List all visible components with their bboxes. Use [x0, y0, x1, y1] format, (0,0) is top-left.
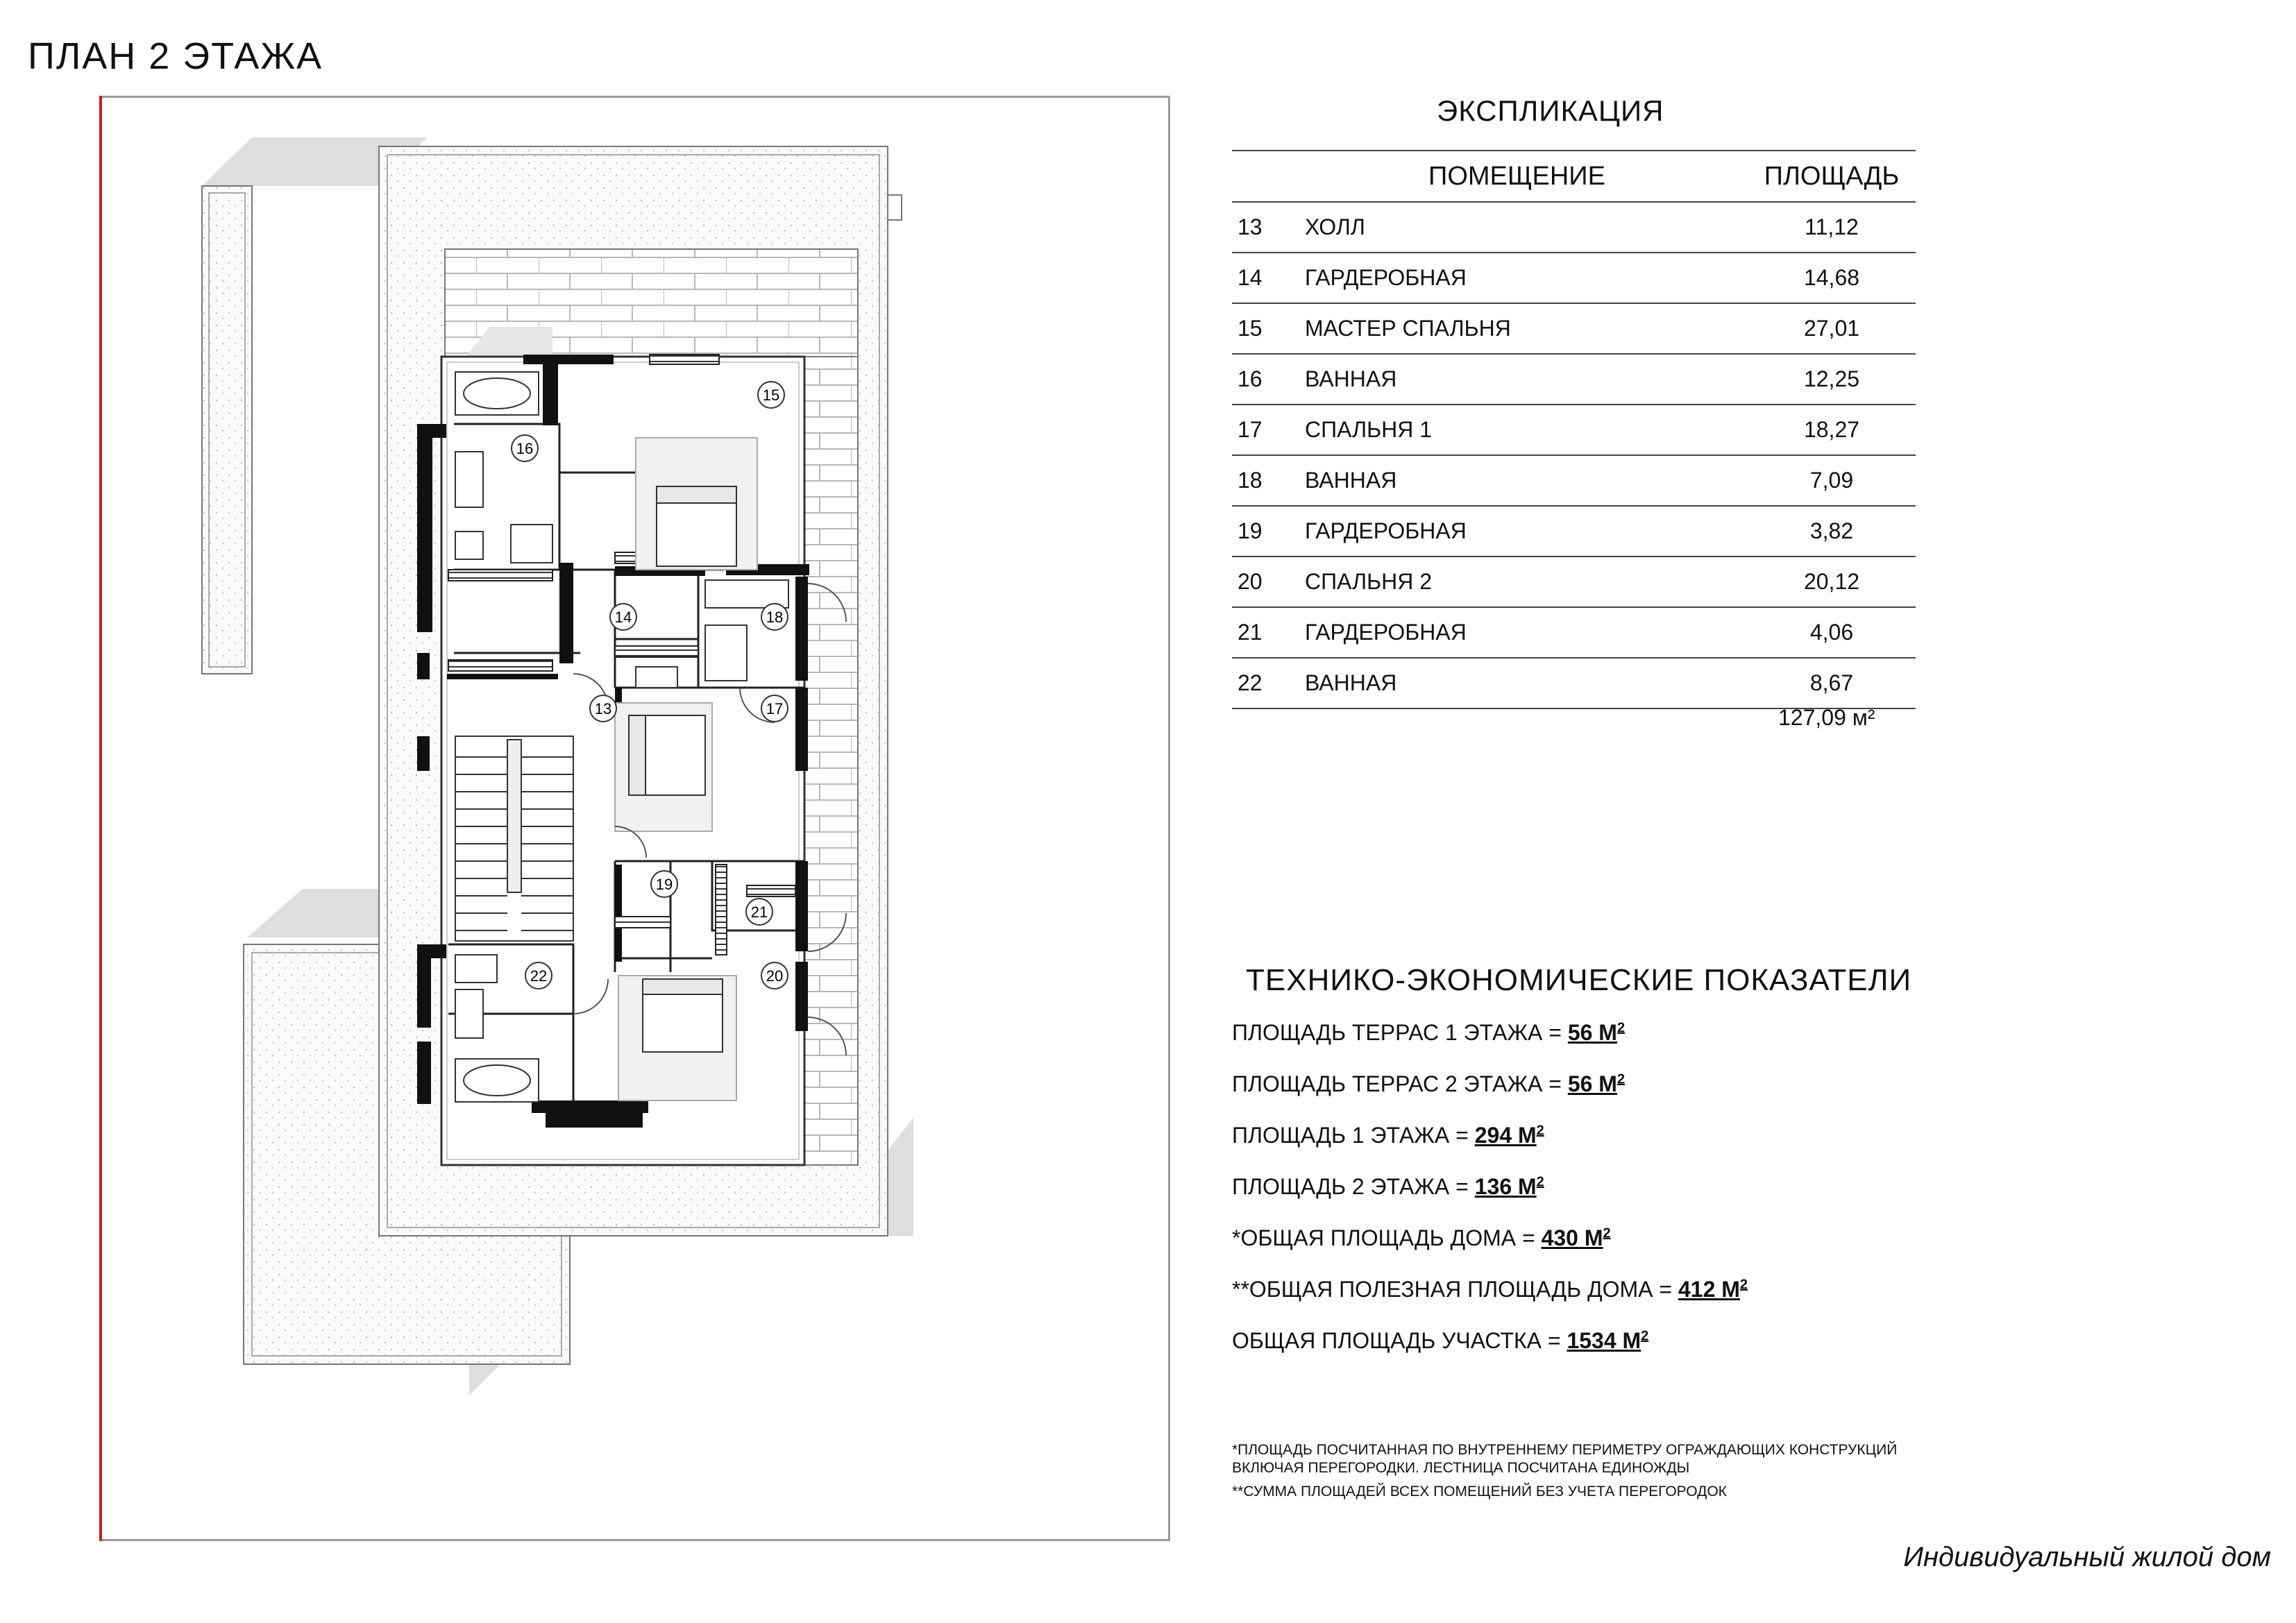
indicator-value: 56 М [1567, 1020, 1617, 1045]
indicator-value: 412 М [1678, 1277, 1740, 1302]
indicator-label: ПЛОЩАДЬ ТЕРРАС 1 ЭТАЖА = [1232, 1020, 1568, 1045]
footnotes [1232, 1441, 1897, 1501]
indicator-item [1232, 1225, 1748, 1277]
sheet-title: ПЛАН 2 ЭТАЖА [28, 35, 323, 77]
indicators-list [1232, 1020, 1748, 1379]
table-row [1232, 303, 1916, 354]
indicator-label: **ОБЩАЯ ПОЛЕЗНАЯ ПЛОЩАДЬ ДОМА = [1232, 1277, 1678, 1302]
room-area: 27,01 [1748, 303, 1916, 354]
indicator-unit-power: 2 [1536, 1123, 1544, 1139]
indicator-label: ПЛОЩАДЬ 1 ЭТАЖА = [1232, 1123, 1475, 1148]
room-area: 14,68 [1748, 253, 1916, 303]
indicator-unit-power: 2 [1617, 1020, 1626, 1036]
room-name: СПАЛЬНЯ 1 [1304, 405, 1748, 455]
room-number: 13 [1232, 202, 1304, 253]
svg-text:14: 14 [614, 609, 632, 626]
explication-title: ЭКСПЛИКАЦИЯ [1437, 94, 1664, 127]
room-marker-15 [758, 382, 784, 408]
svg-text:15: 15 [762, 386, 780, 404]
room-area: 12,25 [1748, 354, 1916, 405]
footnote-1-line-1: *ПЛОЩАДЬ ПОСЧИТАННАЯ ПО ВНУТРЕННЕМУ ПЕРИМЕТРУ ОГРАЖДАЮЩИХ КОНСТРУКЦИЙ [1232, 1442, 1898, 1458]
table-row [1232, 556, 1916, 607]
room-name: МАСТЕР СПАЛЬНЯ [1304, 303, 1748, 354]
room-number: 14 [1232, 253, 1304, 303]
room-area: 20,12 [1748, 556, 1916, 607]
table-row [1232, 354, 1916, 405]
indicator-value: 56 М [1567, 1071, 1617, 1096]
room-marker-22 [525, 962, 552, 989]
table-row [1232, 607, 1916, 658]
room-marker-17 [761, 695, 788, 722]
col-room-header: ПОМЕЩЕНИЕ [1232, 151, 1748, 202]
staircase [455, 736, 573, 941]
indicator-item [1232, 1020, 1748, 1071]
indicator-item [1232, 1277, 1748, 1328]
table-row [1232, 253, 1916, 303]
room-area: 18,27 [1748, 405, 1916, 455]
table-row [1232, 455, 1916, 506]
indicator-value: 1534 М [1567, 1328, 1641, 1353]
room-name: ВАННАЯ [1304, 354, 1748, 405]
table-row [1232, 202, 1916, 253]
room-name: ХОЛЛ [1304, 202, 1748, 253]
room-name: СПАЛЬНЯ 2 [1304, 556, 1748, 607]
room-number: 21 [1232, 607, 1304, 658]
project-name: Индивидуальный жилой дом [1903, 1542, 2271, 1572]
room-area: 8,67 [1748, 658, 1916, 708]
room-number: 22 [1232, 658, 1304, 708]
room-number: 15 [1232, 303, 1304, 354]
room-area: 4,06 [1748, 607, 1916, 658]
room-marker-18 [761, 604, 788, 630]
room-marker-21 [746, 899, 773, 925]
indicator-value: 294 М [1474, 1123, 1537, 1148]
room-name: ГАРДЕРОБНАЯ [1304, 506, 1748, 556]
floor-plan-drawing [101, 98, 1168, 1539]
indicator-item [1232, 1071, 1748, 1123]
footnote-2: **СУММА ПЛОЩАДЕЙ ВСЕХ ПОМЕЩЕНИЙ БЕЗ УЧЕТА ПЕРЕГОРОДОК [1232, 1484, 1727, 1499]
footnote-1-line-2: ВКЛЮЧАЯ ПЕРЕГОРОДКИ. ЛЕСТНИЦА ПОСЧИТАНА ЕДИНОЖДЫ [1232, 1460, 1690, 1476]
indicator-item [1232, 1174, 1748, 1225]
svg-text:21: 21 [750, 903, 768, 921]
terrace-right [804, 357, 858, 1165]
col-area-header: ПЛОЩАДЬ [1748, 151, 1916, 202]
indicator-item [1232, 1328, 1748, 1379]
indicator-value: 136 М [1474, 1174, 1537, 1199]
indicator-label: *ОБЩАЯ ПЛОЩАДЬ ДОМА = [1232, 1225, 1542, 1250]
indicator-value: 430 М [1541, 1225, 1603, 1250]
indicator-item [1232, 1123, 1748, 1174]
table-row [1232, 658, 1916, 708]
indicator-label: ПЛОЩАДЬ 2 ЭТАЖА = [1232, 1174, 1475, 1199]
room-marker-16 [512, 435, 538, 461]
room-number: 20 [1232, 556, 1304, 607]
room-number: 17 [1232, 405, 1304, 455]
indicator-label: ОБЩАЯ ПЛОЩАДЬ УЧАСТКА = [1232, 1328, 1567, 1353]
room-area: 3,82 [1748, 506, 1916, 556]
svg-text:17: 17 [766, 700, 784, 717]
room-name: ВАННАЯ [1304, 658, 1748, 708]
room-marker-13 [590, 695, 616, 722]
indicator-unit-power: 2 [1617, 1071, 1626, 1087]
room-number: 18 [1232, 455, 1304, 506]
room-name: ВАННАЯ [1304, 455, 1748, 506]
room-area: 7,09 [1748, 455, 1916, 506]
room-name: ГАРДЕРОБНАЯ [1304, 253, 1748, 303]
floor-plan-frame [99, 96, 1170, 1541]
room-marker-20 [761, 962, 788, 989]
room-area: 11,12 [1748, 202, 1916, 253]
explication-total: 127,09 м² [1778, 705, 1875, 730]
svg-text:13: 13 [594, 700, 612, 717]
svg-text:22: 22 [530, 967, 548, 985]
indicator-label: ПЛОЩАДЬ ТЕРРАС 2 ЭТАЖА = [1232, 1071, 1568, 1096]
room-number: 19 [1232, 506, 1304, 556]
svg-text:19: 19 [655, 876, 673, 893]
room-marker-14 [610, 604, 636, 630]
indicator-unit-power: 2 [1739, 1277, 1748, 1293]
explication-header-row [1232, 151, 1916, 202]
svg-text:20: 20 [766, 967, 784, 985]
indicator-unit-power: 2 [1536, 1174, 1544, 1190]
table-row [1232, 405, 1916, 455]
indicator-unit-power: 2 [1641, 1328, 1649, 1344]
svg-text:16: 16 [516, 440, 534, 457]
indicator-unit-power: 2 [1603, 1225, 1611, 1241]
room-marker-19 [651, 871, 677, 897]
svg-text:18: 18 [766, 609, 784, 626]
room-name: ГАРДЕРОБНАЯ [1304, 607, 1748, 658]
indicators-title: ТЕХНИКО-ЭКОНОМИЧЕСКИЕ ПОКАЗАТЕЛИ [1246, 963, 1912, 997]
table-row [1232, 506, 1916, 556]
explication-table [1232, 150, 1916, 709]
room-number: 16 [1232, 354, 1304, 405]
